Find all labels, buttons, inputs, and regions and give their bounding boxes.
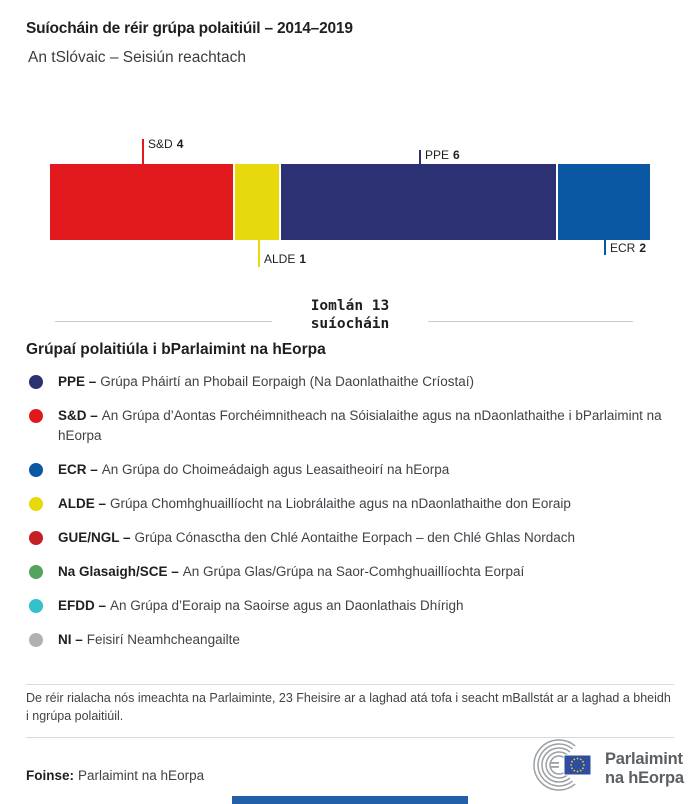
legend-item-text: PPE – Grúpa Pháirtí an Phobail Eorpaigh (Na Daonlathaithe Críostaí) — [58, 374, 474, 389]
source-value: Parlaimint na hEorpa — [78, 768, 205, 783]
legend-dot — [29, 565, 43, 579]
legend-item-text: NI – Feisirí Neamhcheangailte — [58, 632, 240, 647]
legend-item-text: ALDE – Grúpa Chomhghuaillíocht na Liobrálaithe agus na nDaonlathaithe don Eoraip — [58, 496, 571, 511]
bar-segment-alde — [235, 164, 281, 240]
total-line1: Iomlán 13 — [310, 298, 390, 314]
footnote-text: De réir rialacha nós imeachta na Parlaiminte, 23 Fheisire ar a laghad atá tofa i seacht mBallstát ar a laghad a bheidh i ngrúpa polaitiúil. — [26, 691, 671, 723]
page-title: Suíocháin de réir grúpa polaitiúil – 2014–2019 — [26, 20, 353, 37]
source-label: Foinse: — [26, 768, 75, 783]
legend-item — [26, 630, 674, 650]
bar-label: S&D 4 — [148, 137, 184, 151]
legend-item-text: Na Glasaigh/SCE – An Grúpa Glas/Grúpa na Saor-Comhghuaillíochta Eorpaí — [58, 564, 525, 579]
bar-label-tick — [604, 240, 606, 255]
legend-dot — [29, 409, 43, 423]
ep-hemicycle-icon — [533, 738, 597, 799]
legend-dot — [29, 463, 43, 477]
ep-logo — [533, 738, 684, 799]
bottom-bar — [232, 796, 468, 804]
total-line2: suíocháin — [310, 316, 390, 332]
legend-item — [26, 460, 674, 480]
legend-list — [26, 372, 674, 664]
ep-logo-line2: na hEorpa — [605, 768, 684, 787]
legend-item — [26, 494, 674, 514]
divider-left — [55, 321, 272, 322]
ep-logo-text — [605, 750, 684, 788]
legend-item — [26, 372, 674, 392]
legend-dot — [29, 599, 43, 613]
bar-label: ECR 2 — [610, 241, 647, 255]
total-seats-label — [270, 297, 430, 333]
legend-item — [26, 596, 674, 616]
legend-item-text: EFDD – An Grúpa d’Eoraip na Saoirse agus an Daonlathais Dhírigh — [58, 598, 464, 613]
bar-label: PPE 6 — [425, 148, 460, 162]
legend-item — [26, 562, 674, 582]
legend-dot — [29, 531, 43, 545]
legend-dot — [29, 375, 43, 389]
bar-segment-ppe — [281, 164, 558, 240]
divider-right — [428, 321, 633, 322]
bar-label-tick — [258, 240, 260, 267]
legend-item-text: S&D – An Grúpa d’Aontas Forchéimnitheach na Sóisialaithe agus na nDaonlathaithe i bParlaimint na hEorpa — [58, 408, 662, 443]
page-subtitle: An tSlóvaic – Seisiún reachtach — [28, 49, 246, 66]
source-line — [26, 768, 204, 783]
stacked-seat-bar — [50, 164, 650, 240]
bar-segment-ecr — [558, 164, 650, 240]
bar-label-tick — [419, 150, 421, 164]
legend-dot — [29, 497, 43, 511]
legend-item — [26, 528, 674, 548]
legend-heading: Grúpaí polaitiúla i bParlaimint na hEorpa — [26, 341, 326, 358]
footnote-divider-top — [26, 684, 674, 685]
ep-logo-line1: Parlaimint — [605, 749, 683, 768]
legend-item-text: ECR – An Grúpa do Choimeádaigh agus Leasaitheoirí na hEorpa — [58, 462, 450, 477]
legend-dot — [29, 633, 43, 647]
bar-label: ALDE 1 — [264, 252, 307, 266]
legend-item-text: GUE/NGL – Grúpa Cónasctha den Chlé Aontaithe Eorpach – den Chlé Ghlas Nordach — [58, 530, 576, 545]
bar-segment-sd — [50, 164, 235, 240]
bar-label-tick — [142, 139, 144, 164]
legend-item — [26, 406, 674, 446]
